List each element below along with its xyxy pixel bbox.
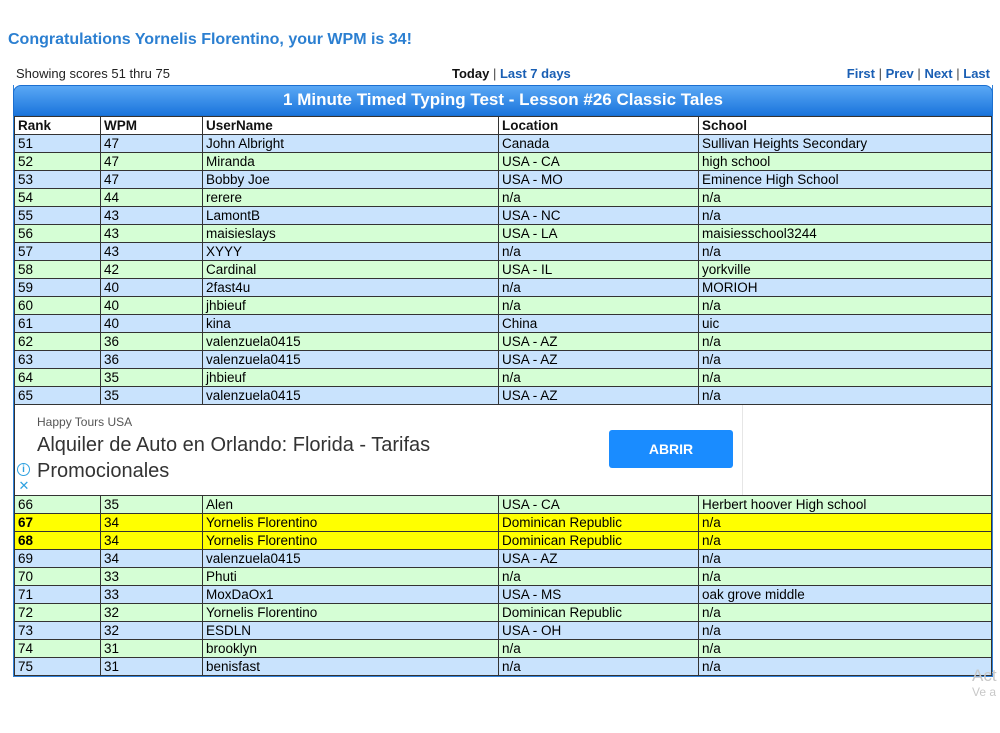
cell-loc: USA - AZ	[499, 387, 699, 405]
cell-loc: USA - AZ	[499, 333, 699, 351]
period-today: Today	[452, 66, 490, 81]
scores-table-top	[14, 116, 992, 405]
cell-school: n/a	[699, 351, 992, 369]
cell-user: 2fast4u	[203, 279, 499, 297]
cell-wpm: 43	[101, 225, 203, 243]
pager-last-link[interactable]: Last	[963, 66, 990, 81]
cell-loc: USA - LA	[499, 225, 699, 243]
cell-school: n/a	[699, 514, 992, 532]
table-row	[15, 171, 992, 189]
cell-wpm: 34	[101, 514, 203, 532]
table-row	[15, 225, 992, 243]
table-row	[15, 640, 992, 658]
pager-separator: |	[956, 66, 960, 81]
cell-rank: 71	[15, 586, 101, 604]
cell-loc: n/a	[499, 279, 699, 297]
table-row	[15, 243, 992, 261]
table-row	[15, 532, 992, 550]
cell-school: high school	[699, 153, 992, 171]
cell-school: n/a	[699, 207, 992, 225]
pager	[847, 66, 990, 81]
cell-loc: Dominican Republic	[499, 532, 699, 550]
table-row	[15, 351, 992, 369]
cell-user: Bobby Joe	[203, 171, 499, 189]
cell-wpm: 34	[101, 532, 203, 550]
pager-next-link[interactable]: Next	[924, 66, 953, 81]
table-row	[15, 387, 992, 405]
cell-loc: n/a	[499, 658, 699, 676]
cell-user: maisieslays	[203, 225, 499, 243]
cell-school: n/a	[699, 622, 992, 640]
cell-wpm: 47	[101, 171, 203, 189]
cell-wpm: 43	[101, 243, 203, 261]
header-location: Location	[499, 117, 699, 135]
cell-wpm: 31	[101, 640, 203, 658]
cell-rank: 70	[15, 568, 101, 586]
nav-row	[16, 66, 990, 84]
table-header-row	[15, 117, 992, 135]
cell-school: oak grove middle	[699, 586, 992, 604]
cell-loc: USA - IL	[499, 261, 699, 279]
table-row	[15, 135, 992, 153]
cell-user: rerere	[203, 189, 499, 207]
cell-user: valenzuela0415	[203, 333, 499, 351]
cell-rank: 59	[15, 279, 101, 297]
cell-school: n/a	[699, 333, 992, 351]
cell-school: uic	[699, 315, 992, 333]
scoreboard-title: 1 Minute Timed Typing Test - Lesson #26 Classic Tales	[13, 85, 993, 116]
cell-wpm: 31	[101, 658, 203, 676]
cell-user: Phuti	[203, 568, 499, 586]
cell-school: n/a	[699, 658, 992, 676]
ad-divider	[742, 405, 743, 495]
cell-user: Yornelis Florentino	[203, 604, 499, 622]
cell-user: John Albright	[203, 135, 499, 153]
cell-loc: n/a	[499, 243, 699, 261]
table-row	[15, 514, 992, 532]
cell-wpm: 36	[101, 333, 203, 351]
cell-loc: China	[499, 315, 699, 333]
cell-wpm: 35	[101, 369, 203, 387]
cell-school: n/a	[699, 604, 992, 622]
cell-user: jhbieuf	[203, 369, 499, 387]
cell-school: MORIOH	[699, 279, 992, 297]
cell-loc: n/a	[499, 297, 699, 315]
pager-first-link[interactable]: First	[846, 66, 875, 81]
cell-school: n/a	[699, 568, 992, 586]
cell-wpm: 33	[101, 586, 203, 604]
cell-loc: USA - MO	[499, 171, 699, 189]
cell-school: Herbert hoover High school	[699, 496, 992, 514]
cell-user: jhbieuf	[203, 297, 499, 315]
cell-loc: USA - CA	[499, 153, 699, 171]
cell-rank: 56	[15, 225, 101, 243]
header-username: UserName	[203, 117, 499, 135]
cell-rank: 62	[15, 333, 101, 351]
table-row	[15, 153, 992, 171]
cell-wpm: 47	[101, 153, 203, 171]
cell-school: maisiesschool3244	[699, 225, 992, 243]
cell-user: valenzuela0415	[203, 550, 499, 568]
cell-user: Miranda	[203, 153, 499, 171]
cell-rank: 53	[15, 171, 101, 189]
cell-wpm: 43	[101, 207, 203, 225]
cell-school: n/a	[699, 189, 992, 207]
cell-loc: Dominican Republic	[499, 604, 699, 622]
cell-wpm: 34	[101, 550, 203, 568]
cell-school: Eminence High School	[699, 171, 992, 189]
cell-loc: USA - NC	[499, 207, 699, 225]
cell-school: yorkville	[699, 261, 992, 279]
ad-open-button[interactable]: ABRIR	[609, 430, 733, 468]
cell-rank: 68	[15, 532, 101, 550]
cell-rank: 51	[15, 135, 101, 153]
scores-body-top	[15, 135, 992, 405]
cell-rank: 58	[15, 261, 101, 279]
cell-wpm: 35	[101, 496, 203, 514]
header-rank: Rank	[15, 117, 101, 135]
cell-rank: 61	[15, 315, 101, 333]
cell-school: n/a	[699, 532, 992, 550]
cell-school: n/a	[699, 297, 992, 315]
cell-user: valenzuela0415	[203, 387, 499, 405]
cell-loc: Canada	[499, 135, 699, 153]
table-row	[15, 586, 992, 604]
close-icon[interactable]: ✕	[18, 478, 30, 493]
cell-user: ESDLN	[203, 622, 499, 640]
period-selector	[452, 66, 571, 81]
cell-loc: Dominican Republic	[499, 514, 699, 532]
table-row	[15, 622, 992, 640]
watermark-line1: Act	[972, 666, 997, 685]
table-row	[15, 550, 992, 568]
cell-school: n/a	[699, 640, 992, 658]
cell-rank: 54	[15, 189, 101, 207]
cell-rank: 52	[15, 153, 101, 171]
table-row	[15, 189, 992, 207]
cell-school: Sullivan Heights Secondary	[699, 135, 992, 153]
cell-school: n/a	[699, 243, 992, 261]
cell-wpm: 32	[101, 622, 203, 640]
cell-rank: 75	[15, 658, 101, 676]
cell-loc: n/a	[499, 640, 699, 658]
cell-wpm: 32	[101, 604, 203, 622]
watermark-line2: Ve a	[972, 685, 997, 699]
cell-user: Yornelis Florentino	[203, 532, 499, 550]
table-row	[15, 261, 992, 279]
cell-wpm: 33	[101, 568, 203, 586]
pager-prev-link[interactable]: Prev	[885, 66, 914, 81]
cell-user: valenzuela0415	[203, 351, 499, 369]
cell-wpm: 47	[101, 135, 203, 153]
header-wpm: WPM	[101, 117, 203, 135]
cell-wpm: 40	[101, 315, 203, 333]
table-row	[15, 297, 992, 315]
cell-rank: 67	[15, 514, 101, 532]
cell-user: MoxDaOx1	[203, 586, 499, 604]
ad-banner[interactable]	[14, 405, 992, 495]
cell-user: Cardinal	[203, 261, 499, 279]
cell-loc: USA - AZ	[499, 550, 699, 568]
cell-wpm: 40	[101, 297, 203, 315]
cell-loc: USA - OH	[499, 622, 699, 640]
cell-loc: USA - CA	[499, 496, 699, 514]
cell-wpm: 35	[101, 387, 203, 405]
cell-rank: 57	[15, 243, 101, 261]
cell-wpm: 36	[101, 351, 203, 369]
cell-loc: n/a	[499, 189, 699, 207]
cell-rank: 65	[15, 387, 101, 405]
cell-school: n/a	[699, 387, 992, 405]
period-separator: |	[492, 66, 497, 81]
cell-loc: n/a	[499, 369, 699, 387]
table-row	[15, 568, 992, 586]
cell-rank: 73	[15, 622, 101, 640]
table-row	[15, 315, 992, 333]
cell-rank: 69	[15, 550, 101, 568]
congrats-message: Congratulations Yornelis Florentino, your WPM is 34!	[8, 31, 412, 48]
cell-loc: USA - MS	[499, 586, 699, 604]
cell-rank: 66	[15, 496, 101, 514]
cell-school: n/a	[699, 369, 992, 387]
table-row	[15, 207, 992, 225]
cell-rank: 74	[15, 640, 101, 658]
cell-user: Alen	[203, 496, 499, 514]
cell-wpm: 42	[101, 261, 203, 279]
cell-wpm: 40	[101, 279, 203, 297]
info-icon[interactable]: i	[17, 463, 30, 476]
ad-headline[interactable]: Alquiler de Auto en Orlando: Florida - Tarifas Promocionales	[37, 434, 431, 482]
table-row	[15, 369, 992, 387]
cell-rank: 64	[15, 369, 101, 387]
table-row	[15, 496, 992, 514]
cell-rank: 60	[15, 297, 101, 315]
table-row	[15, 279, 992, 297]
showing-range: Showing scores 51 thru 75	[16, 66, 170, 81]
cell-user: kina	[203, 315, 499, 333]
scores-body-bottom	[15, 496, 992, 676]
table-row	[15, 658, 992, 676]
cell-user: XYYY	[203, 243, 499, 261]
period-last7-link[interactable]: Last 7 days	[499, 66, 571, 81]
cell-loc: USA - AZ	[499, 351, 699, 369]
cell-rank: 72	[15, 604, 101, 622]
cell-user: LamontB	[203, 207, 499, 225]
cell-rank: 63	[15, 351, 101, 369]
activation-watermark	[972, 666, 997, 699]
cell-user: Yornelis Florentino	[203, 514, 499, 532]
cell-rank: 55	[15, 207, 101, 225]
pager-separator: |	[917, 66, 921, 81]
pager-separator: |	[878, 66, 882, 81]
header-school: School	[699, 117, 992, 135]
scores-table-bottom	[14, 495, 992, 676]
cell-user: benisfast	[203, 658, 499, 676]
table-row	[15, 604, 992, 622]
cell-loc: n/a	[499, 568, 699, 586]
cell-user: brooklyn	[203, 640, 499, 658]
scoreboard	[13, 85, 993, 677]
table-row	[15, 333, 992, 351]
ad-advertiser: Happy Tours USA	[37, 415, 133, 429]
cell-school: n/a	[699, 550, 992, 568]
cell-wpm: 44	[101, 189, 203, 207]
